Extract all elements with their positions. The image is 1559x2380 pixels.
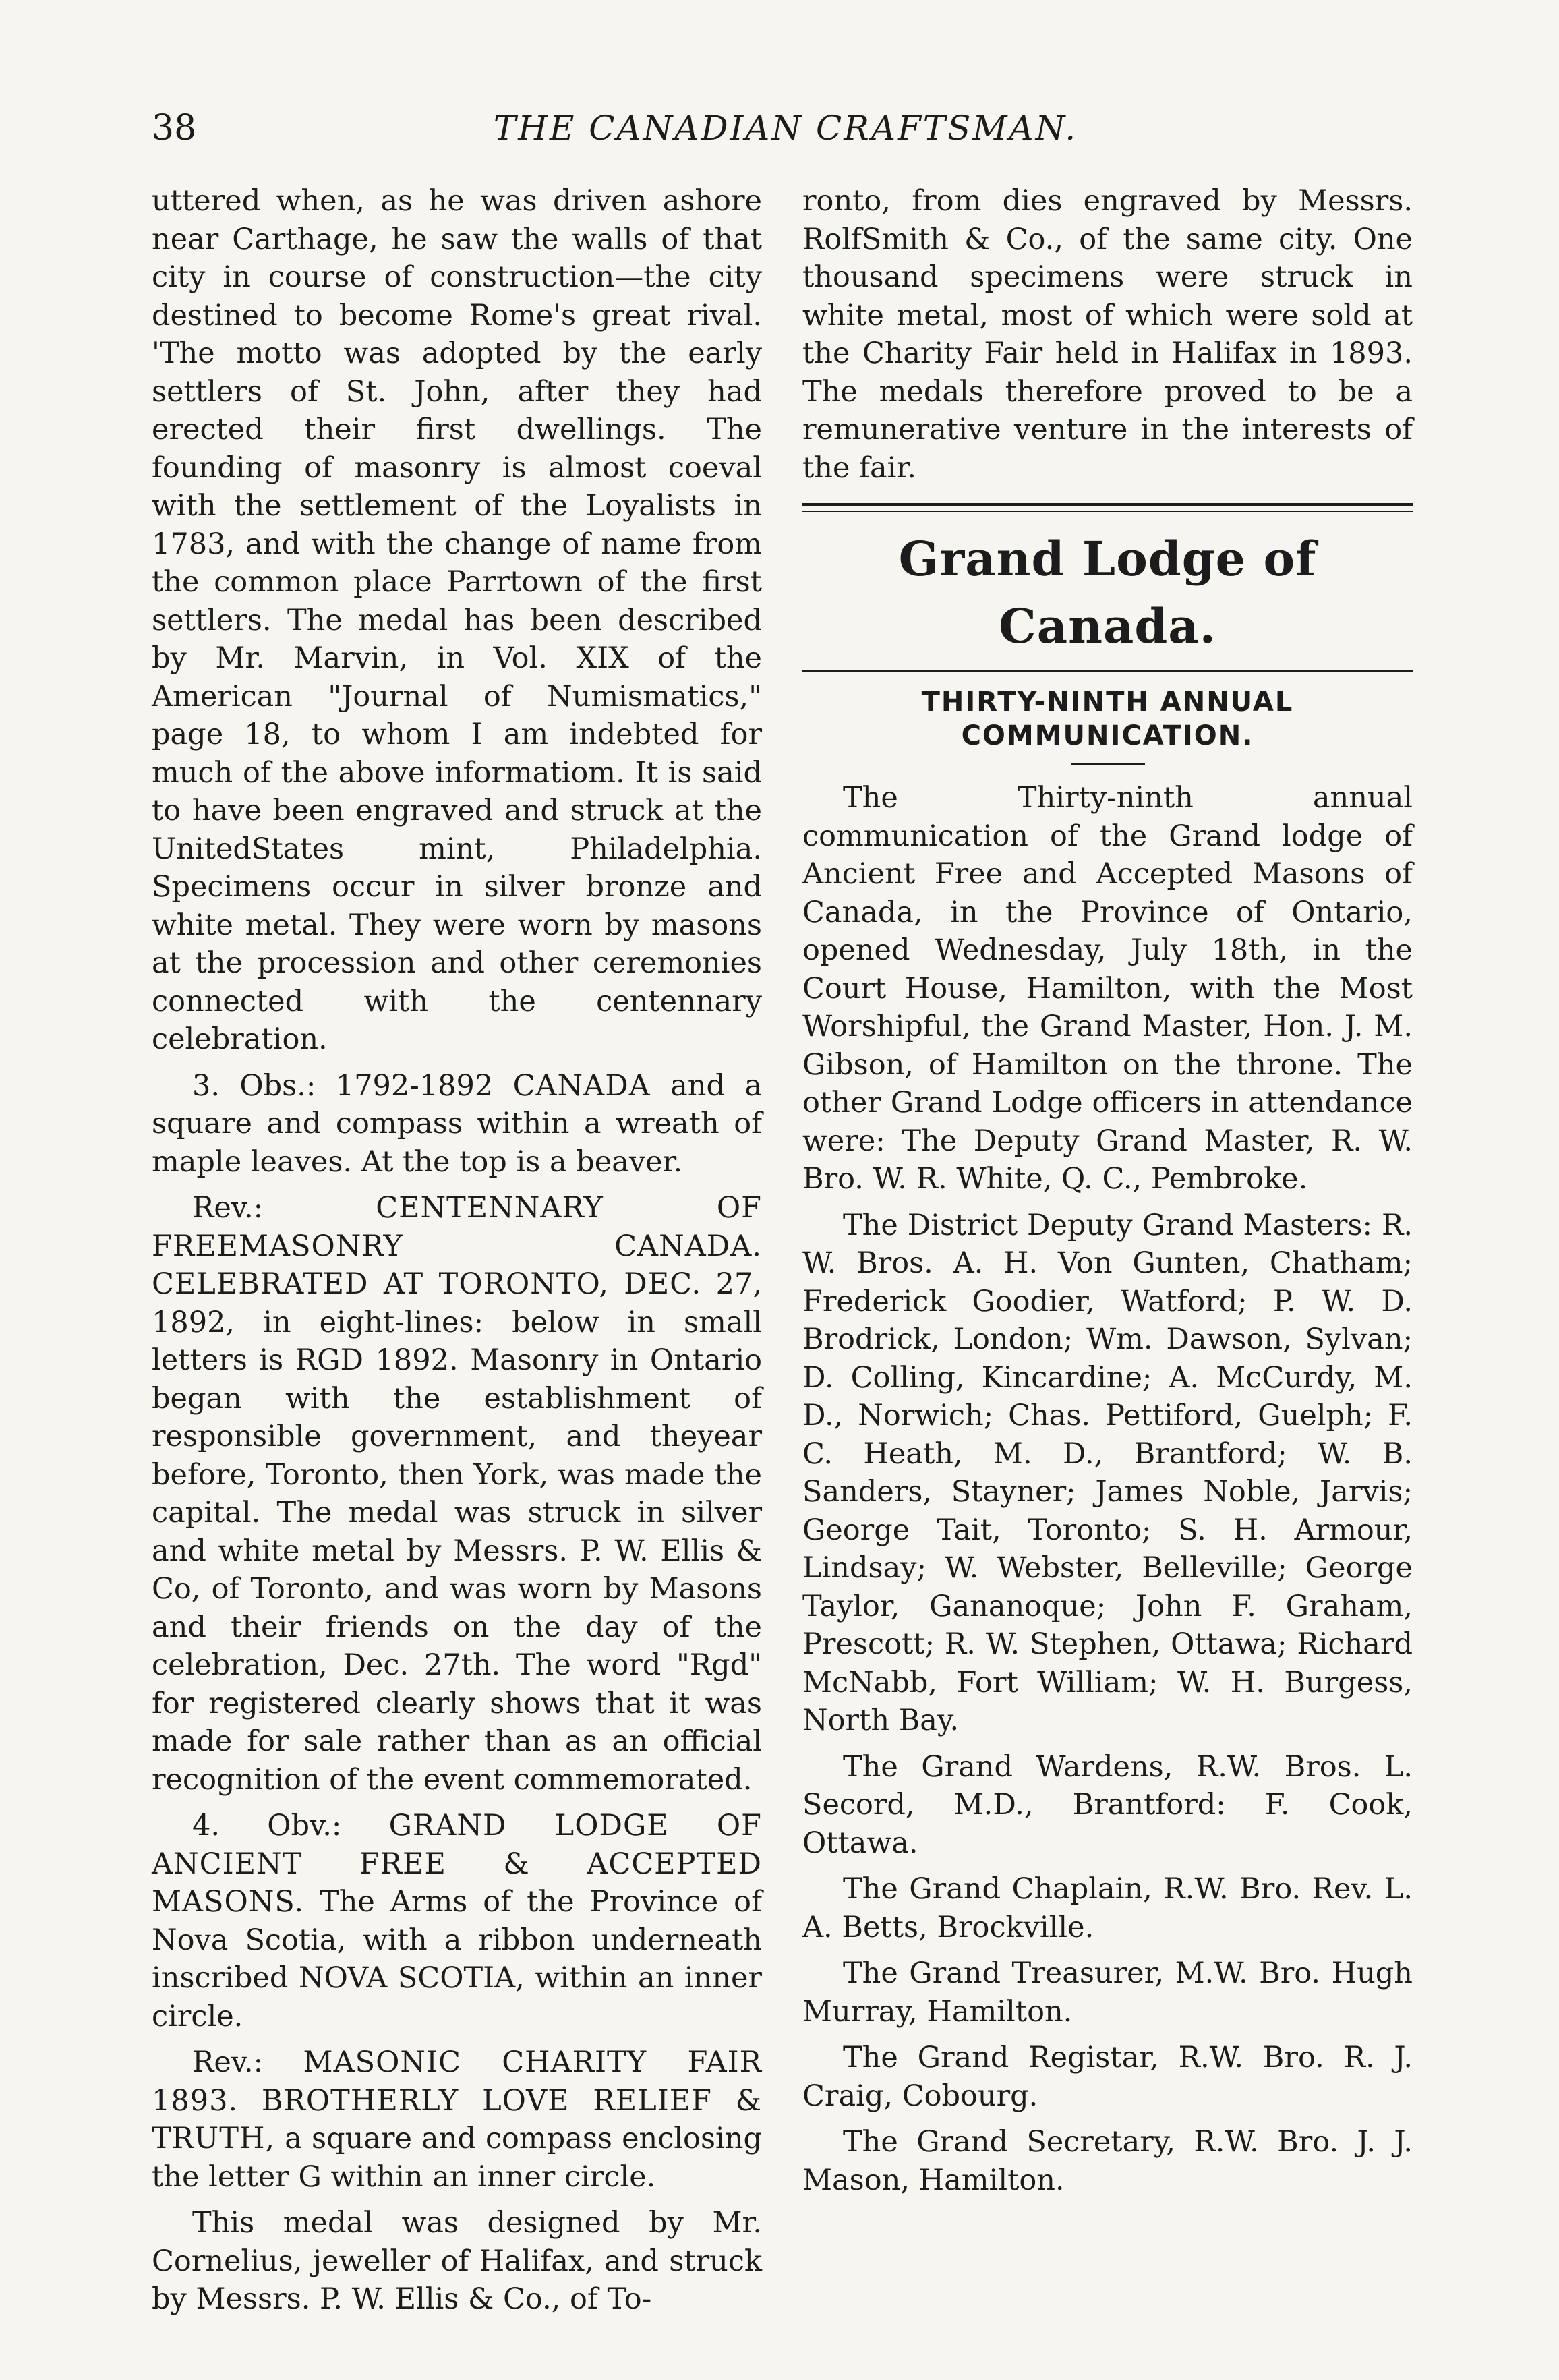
paragraph-district-deputies: The District Deputy Grand Masters: R. W. Bros. A. H. Von Gunten, Chatham; Frederick Goodier, Watford; P. W. D. Brodrick, London; Wm. Dawson, Sylvan; D. Colling, Kincardine; A. McCurdy, M. D., Norwich; Chas. Pettiford, Guelph; F. C. Heath, M. D., Brantford; W. B. Sanders, Stayner; James Noble, Jarvis; George Tait, Toronto; S. H. Armour, Lindsay; W. Webster, Belleville; George Taylor, Gananoque; John F. Graham, Prescott; R. W. Stephen, Ottawa; Richard McNabb, Fort William; W. H. Burgess, North Bay. [802,1208,1413,1737]
item-3-text: and a square and compass within a wreath of maple leaves. At the top is a beaver. [152,1068,762,1179]
paragraph-motto: uttered when, as he was driven ashore near Carthage, he saw the walls of that city in course of construction—the city destined to become Rome's great rival. 'The motto was adopted by the early settlers of St. John, after they had erected their first dwellings. The founding of masonry is almost coeval with the settlement of the Loyalists in 1783, and with the change of name from the common place Parrtown of the first settlers. The medal has been described by Mr. Marvin, in Vol. XIX of the American "Journal of Numismatics," page 18, to whom I am indebted for much of the above informatiom. It is said to have been engraved and struck at the UnitedStates mint, Philadelphia. Specimens occur in silver bronze and white metal. They were worn by masons at the procession and other ceremonies connected with the centennary celebration. [152,184,762,1056]
page-number: 38 [152,108,197,148]
paragraph-grand-secretary: The Grand Secretary, R.W. Bro. J. J. Mason, Hamilton. [802,2125,1413,2197]
section-title: Grand Lodge of Canada. [898,531,1317,654]
paragraph-designer: This medal was designed by Mr. Cornelius, jeweller of Halifax, and struck by Messrs. P. W. Ellis & Co., of To- [152,2206,762,2316]
item-4-lead: 4. Obv.: [192,1809,389,1842]
item-4-text: The Arms of the Province of Nova Scotia, with a ribbon underneath inscribed NOVA SCOTIA, within an inner circle. [152,1885,762,2033]
right-column [802,182,1413,2207]
paragraph-item-3-reverse [152,1189,762,1799]
item-4-smallcaps: GRAND LODGE OF ANCIENT FREE & ACCEPTED MASONS. [152,1809,762,1919]
paragraph-grand-wardens: The Grand Wardens, R.W. Bros. L. Secord, M.D., Brantford: F. Cook, Ottawa. [802,1749,1413,1860]
item-3-rev-text: 27, 1892, in eight-lines: below in small letters is RGD 1892. Masonry in Ontario began with the establishment of responsible government, and theyear before, Toronto, then York, was made the capital. The medal was struck in silver and white metal by Messrs. P. W. Ellis & Co, of Toronto, and was worn by Masons and their friends on the day of the celebration, Dec. 27th. The word "Rgd" for registered clearly shows that it was made for sale rather than as an official recognition of the event commemorated. [152,1267,763,1797]
item-3-rev-smallcaps: CENTENNARY OF FREEMASONRY CANADA. CELEBRATED AT TORONTO, DEC. [152,1191,763,1301]
rule-divider [802,670,1413,672]
page-header [152,101,1419,155]
running-title: THE CANADIAN CRAFTSMAN. [493,109,1078,148]
paragraph-opening: The Thirty-ninth annual communication of the Grand lodge of Ancient Free and Accepted Masons of Canada, in the Province of Ontario, opened Wednesday, July 18th, in the Court House, Hamilton, with the Most Worshipful, the Grand Master, Hon. J. M. Gibson, of Hamilton on the throne. The other Grand Lodge officers in attendance were: The Deputy Grand Master, R. W. Bro. W. R. White, Q. C., Pembroke. [802,781,1413,1196]
double-rule-divider [802,503,1413,512]
left-column [152,182,762,2327]
paragraph-grand-chaplain: The Grand Chaplain, R.W. Bro. Rev. L. A. Betts, Brockville. [802,1872,1413,1944]
paragraph-grand-registrar: The Grand Registar, R.W. Bro. R. J. Craig, Cobourg. [802,2041,1413,2113]
short-rule-divider [1071,763,1145,765]
section-subheading: THIRTY-NINTH ANNUAL COMMUNICATION. [921,687,1294,751]
item-4-rev-lead: Rev.: [192,2045,303,2079]
item-4-rev-smallcaps: MASONIC CHARITY FAIR 1893. BROTHERLY LOVE RELIEF & TRUTH, [152,2045,762,2155]
paragraph-grand-treasurer: The Grand Treasurer, M.W. Bro. Hugh Murray, Hamilton. [802,1956,1413,2029]
item-3-rev-lead: Rev.: [192,1191,376,1225]
paragraph-item-4-reverse [152,2043,762,2196]
paragraph-continuation: ronto, from dies engraved by Messrs. RolfSmith & Co., of the same city. One thousand specimens were struck in white metal, most of which were sold at the Charity Fair held in Halifax in 1893. The medals therefore proved to be a remunerative venture in the interests of the fair. [802,184,1413,485]
paragraph-item-4-obverse [152,1807,762,2035]
item-3-lead: 3. Obs.: 1792-1892 [192,1068,513,1103]
item-3-smallcaps: CANADA [512,1068,651,1103]
paragraph-item-3-obverse [152,1067,762,1182]
item-4-rev-text: a square and compass enclosing the letter G within an inner circle. [152,2122,762,2194]
